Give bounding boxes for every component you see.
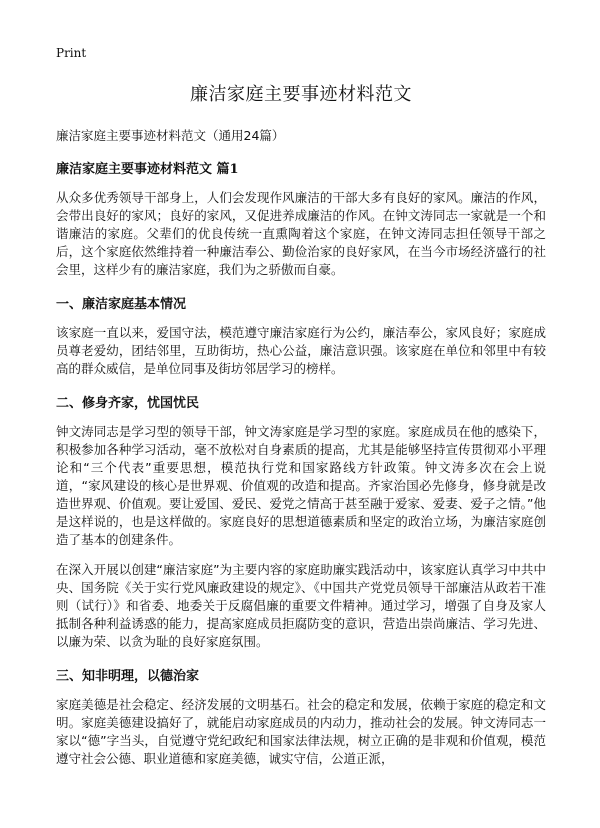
print-link[interactable]: Print bbox=[56, 46, 87, 60]
section-2-paragraph-2: 在深入开展以创建“廉洁家庭”为主要内容的家庭助廉实践活动中，该家庭认真学习中共中央、国务院《关于实行党风廉政建设的规定》、《中国共产党党员领导干部廉洁从政若干准则（试行）》和省委、地委关于反腐倡廉的重要文件精神。通过学习，增强了自身及家人抵制各种利益诱惑的能力，提高家庭成员拒腐防变的意识，营造出崇尚廉洁、学习先进、以廉为荣、以贪为耻的良好家庭氛围。 bbox=[56, 562, 546, 649]
intro-paragraph: 从众多优秀领导干部身上，人们会发现作风廉洁的干部大多有良好的家风。廉洁的作风，会带出良好的家风；良好的家风，又促进养成廉洁的作风。在钟文涛同志一家就是一个和谐廉洁的家庭。父辈们的优良传统一直熏陶着这个家庭，在钟文涛同志担任领导干部之后，这个家庭依然维持着一种廉洁奉公、勤俭治家的良好家风，在当今市场经济盛行的社会里，这样少有的廉洁家庭，我们为之骄傲而自豪。 bbox=[56, 190, 546, 277]
document-body bbox=[56, 78, 546, 768]
section-3-paragraph-1: 家庭美德是社会稳定、经济发展的文明基石。社会的稳定和发展，依赖于家庭的稳定和文明。家庭美德建设搞好了，就能启动家庭成员的内动力，推动社会的发展。钟文涛同志一家以“德”字当头，自觉遵守党纪政纪和国家法律法规，树立正确的是非观和价值观，模范遵守社会公德、职业道德和家庭美德，诚实守信，公道正派， bbox=[56, 697, 546, 766]
page-title: 廉洁家庭主要事迹材料范文 bbox=[190, 84, 412, 105]
section-2-paragraph-1: 钟文涛同志是学习型的领导干部，钟文涛家庭是学习型的家庭。家庭成员在他的感染下，积极参加各种学习活动，毫不放松对自身素质的提高，尤其是能够坚持宣传贯彻邓小平理论和“三个代表”重要思想，模范执行党和国家路线方针政策。钟文涛多次在会上说道，“家风建设的核心是世界观、价值观的改造和提高。齐家治国必先修身，修身就是改造世界观、价值观。要让爱国、爱民、爱党之情高于甚至融于爱家、爱妻、爱子之情。”他是这样说的，也是这样做的。家庭良好的思想道德素质和坚定的政治立场，为廉洁家庭创造了基本的创建条件。 bbox=[56, 424, 546, 547]
section-heading-3: 三、知非明理，以德治家 bbox=[56, 669, 200, 684]
section-heading-2: 二、修身齐家，忧国忧民 bbox=[56, 396, 200, 411]
article-heading: 廉洁家庭主要事迹材料范文 篇1 bbox=[56, 162, 239, 177]
section-heading-1: 一、廉洁家庭基本情况 bbox=[56, 297, 187, 312]
document-subtitle: 廉洁家庭主要事迹材料范文（通用24篇） bbox=[56, 128, 285, 143]
section-1-paragraph-1: 该家庭一直以来，爱国守法，模范遵守廉洁家庭行为公约，廉洁奉公，家风良好；家庭成员尊老爱幼，团结邻里，互助街坊，热心公益，廉洁意识强。该家庭在单位和邻里中有较高的群众威信，是单位同事及街坊邻居学习的榜样。 bbox=[56, 325, 546, 376]
